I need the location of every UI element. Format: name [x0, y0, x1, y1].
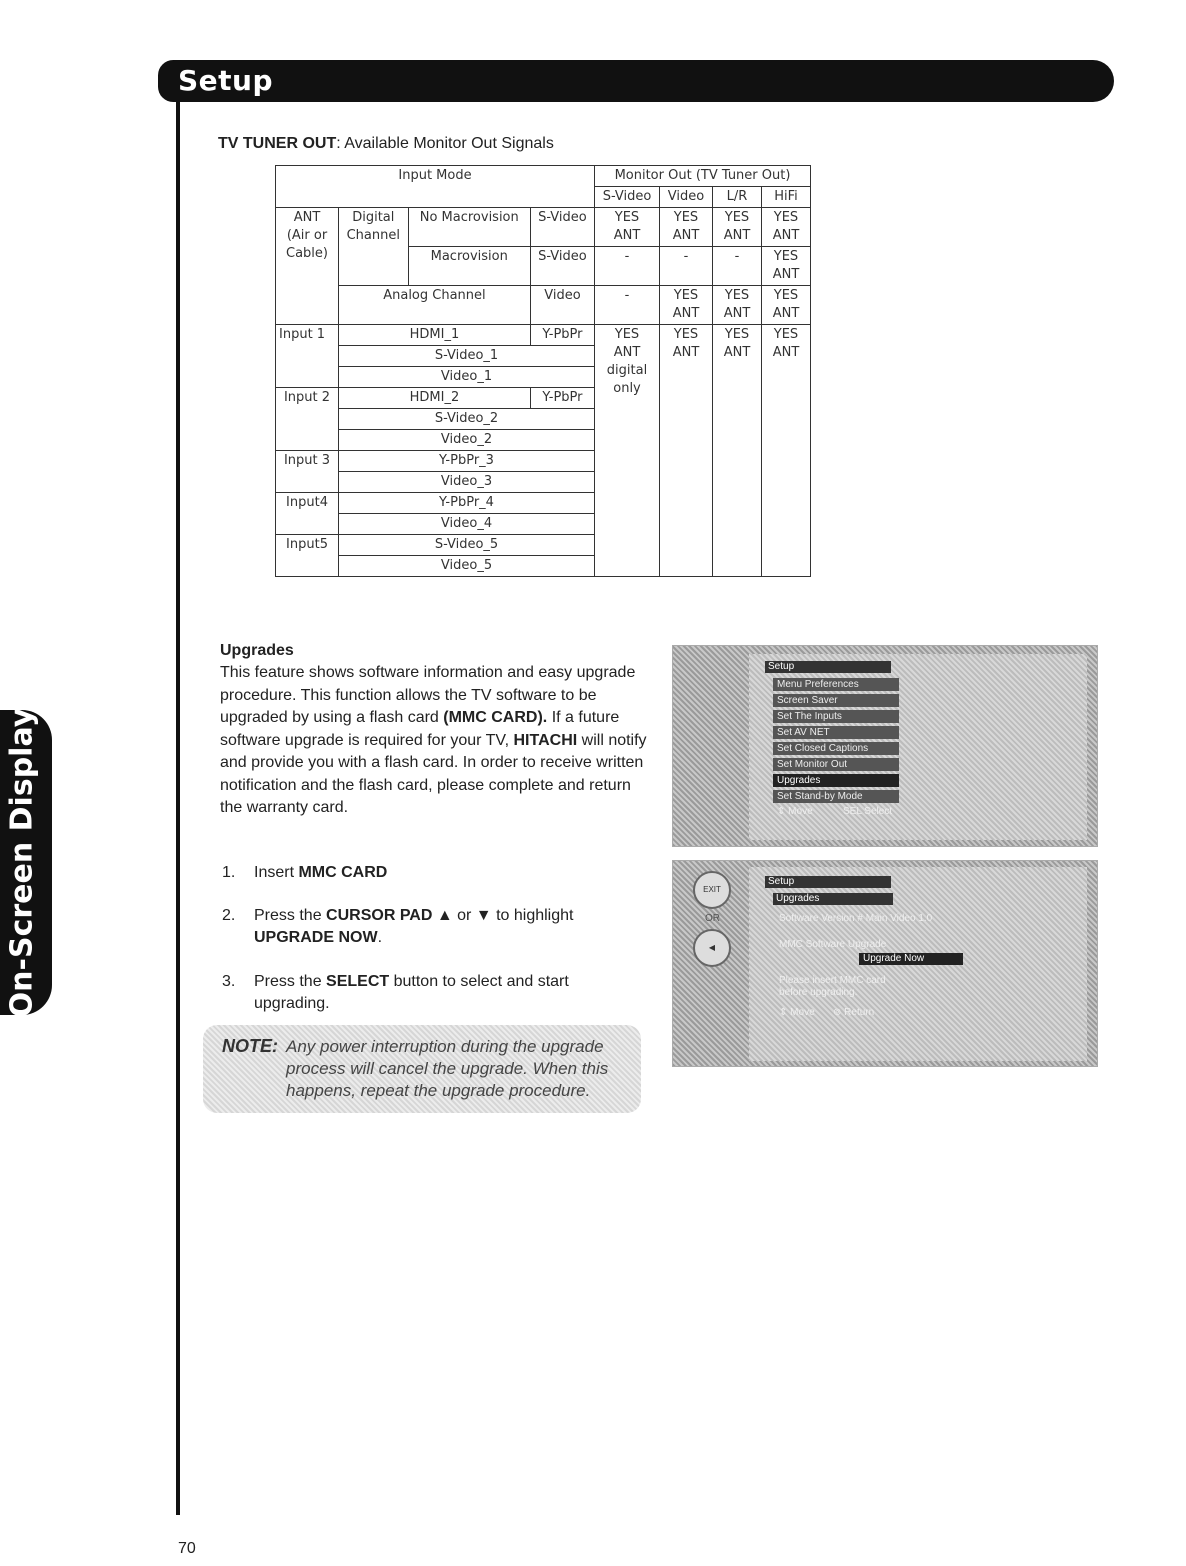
cell-dash: - — [595, 247, 660, 286]
osd-setup-title: Setup — [765, 661, 891, 673]
cell-yes-ant: YES ANT — [762, 325, 811, 577]
page-number: 70 — [178, 1540, 196, 1557]
row-input3: Input 3 — [276, 451, 339, 493]
signal-table — [275, 165, 811, 577]
cell-dash: - — [713, 247, 762, 286]
upgrade-now-button: Upgrade Now — [859, 953, 963, 965]
remote-or: OR — [705, 913, 720, 924]
src-video5: Video_5 — [339, 556, 595, 577]
cell-yes-ant: YES ANT — [660, 325, 713, 577]
select-icon: ⊚ — [833, 1007, 842, 1018]
osd-menu-item: Set Monitor Out — [773, 758, 899, 771]
header-input-mode: Input Mode — [276, 166, 595, 208]
row-video: Video — [530, 286, 594, 325]
src-ypbpr-2: Y-PbPr — [530, 388, 594, 409]
src-video1: Video_1 — [339, 367, 595, 388]
osd-menu-item: Set The Inputs — [773, 710, 899, 723]
src-video2: Video_2 — [339, 430, 595, 451]
row-input4: Input4 — [276, 493, 339, 535]
src-ypbpr-1: Y-PbPr — [530, 325, 594, 346]
src-video4: Video_4 — [339, 514, 595, 535]
side-tab-label: On-Screen Display — [4, 707, 40, 1018]
osd-mmc-upgrade: MMC Software Upgrade — [779, 939, 887, 950]
cell-yes-ant: YES ANT — [713, 286, 762, 325]
osd-footer-move: ⇕ Move — [779, 1007, 815, 1018]
osd-menu-item: Set Stand-by Mode — [773, 790, 899, 803]
row-input2: Input 2 — [276, 388, 339, 451]
osd-footer-select: SEL Select — [843, 806, 893, 817]
col-lr: L/R — [713, 187, 762, 208]
col-hifi: HiFi — [762, 187, 811, 208]
row-input5: Input5 — [276, 535, 339, 577]
cursor-left-icon: ◀ — [693, 929, 731, 967]
src-svideo5: S-Video_5 — [339, 535, 595, 556]
osd-insert-line-2: before upgrading. — [779, 987, 858, 998]
cell-yes-ant: YES ANT — [762, 247, 811, 286]
col-svideo: S-Video — [595, 187, 660, 208]
step-2: 2. Press the CURSOR PAD ▲ or ▼ to highlight UPGRADE NOW. — [222, 907, 574, 946]
row-analog-channel: Analog Channel — [339, 286, 531, 325]
updown-icon: ⇕ — [779, 1007, 788, 1018]
osd-insert-line-1: Please insert MMC card — [779, 975, 886, 986]
row-macrovision: Macrovision — [408, 247, 530, 286]
cell-yes-ant: YES ANT — [660, 208, 713, 247]
osd-footer-return: ⊚ Return — [833, 1007, 875, 1018]
note-text: Any power interruption during the upgrade process will cancel the upgrade. When this happens, repeat the upgrade procedure. — [286, 1037, 609, 1100]
src-video3: Video_3 — [339, 472, 595, 493]
left-rule — [176, 100, 180, 1515]
cell-yes-ant: YES ANT — [713, 325, 762, 577]
upgrades-body: This feature shows software information and easy upgrade procedure. This function allows the TV software to be upgraded by using a flash card (MMC CARD). If a future software upgrade is required for your TV, HITACHI will notify and provide you with a flash card. In order to receive written notification and the flash card, please complete and return the warranty card. — [220, 664, 647, 816]
updown-icon: ⇕ — [777, 806, 786, 817]
header-bar — [158, 60, 1114, 102]
osd-menu-item: Screen Saver — [773, 694, 899, 707]
step-3: 3. Press the SELECT button to select and start upgrading. — [222, 973, 569, 1012]
osd-upgrades-title: Upgrades — [773, 893, 893, 905]
row-ant: ANT (Air or Cable) — [276, 208, 339, 325]
cell-yes-ant: YES ANT — [762, 286, 811, 325]
row-svideo-b: S-Video — [530, 247, 594, 286]
cell-yes-ant: YES ANT — [713, 208, 762, 247]
src-hdmi1: HDMI_1 — [339, 325, 531, 346]
exit-button-icon: EXIT — [693, 871, 731, 909]
cell-yes-ant: YES ANT — [595, 208, 660, 247]
osd-menu-item: Set Closed Captions — [773, 742, 899, 755]
row-svideo-a: S-Video — [530, 208, 594, 247]
row-digital-channel: Digital Channel — [339, 208, 409, 286]
note-label: NOTE: — [222, 1036, 278, 1056]
osd-screenshot-upgrades — [672, 860, 1098, 1067]
col-video: Video — [660, 187, 713, 208]
cell-dash: - — [595, 286, 660, 325]
cell-dash: - — [660, 247, 713, 286]
osd-menu-item-selected: Upgrades — [773, 774, 899, 787]
side-tab — [0, 707, 52, 1018]
header-monitor-out: Monitor Out (TV Tuner Out) — [595, 166, 811, 187]
osd-software-version: Software Version # Main Video 1.0 — [779, 913, 933, 924]
tuner-heading: TV TUNER OUT: Available Monitor Out Signals — [218, 135, 554, 152]
page-title: Setup — [178, 64, 274, 97]
cell-yes-ant-digital: YES ANT digital only — [595, 325, 660, 577]
src-ypbpr4: Y-PbPr_4 — [339, 493, 595, 514]
row-no-macrovision: No Macrovision — [408, 208, 530, 247]
osd-footer-move: ⇕ Move — [777, 806, 813, 817]
upgrades-title: Upgrades — [220, 642, 294, 659]
osd-screenshot-setup — [672, 645, 1098, 847]
row-input1: Input 1 — [276, 325, 339, 388]
osd-menu-item: Set AV NET — [773, 726, 899, 739]
src-svideo1: S-Video_1 — [339, 346, 595, 367]
osd-setup-title: Setup — [765, 876, 891, 888]
cell-yes-ant: YES ANT — [762, 208, 811, 247]
src-svideo2: S-Video_2 — [339, 409, 595, 430]
src-ypbpr3: Y-PbPr_3 — [339, 451, 595, 472]
src-hdmi2: HDMI_2 — [339, 388, 531, 409]
step-1: 1. Insert MMC CARD — [222, 864, 388, 881]
cell-yes-ant: YES ANT — [660, 286, 713, 325]
osd-menu-item: Menu Preferences — [773, 678, 899, 691]
